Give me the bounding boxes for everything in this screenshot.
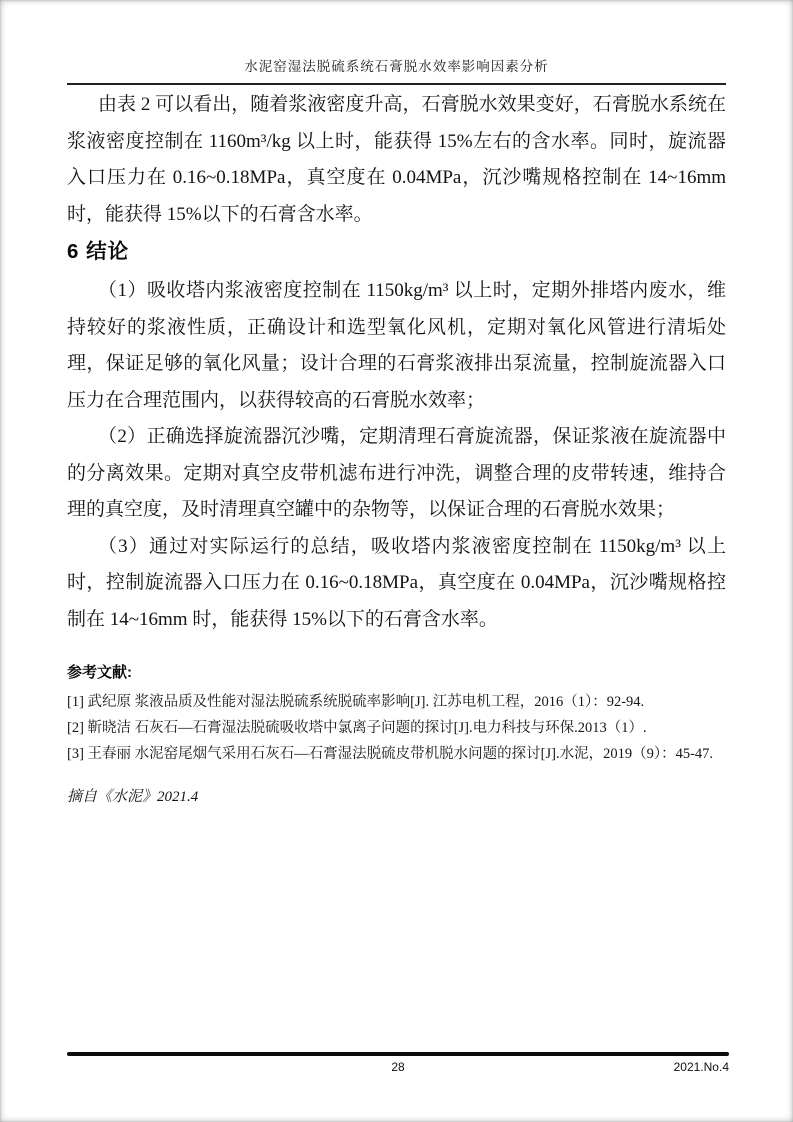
reference-item: [2] 靳晓洁 石灰石—石膏湿法脱硫吸收塔中氯离子问题的探讨[J].电力科技与环保.2013（1）. [67,720,647,736]
document-body [67,87,726,808]
header-rule [67,83,726,85]
section-heading-conclusion: 6 结论 [67,240,130,263]
page-header [67,0,726,85]
reference-item: [3] 王春丽 水泥窑尾烟气采用石灰石—石膏湿法脱硫皮带机脱水问题的探讨[J].水泥，2019（9）：45-47. [67,746,714,762]
conclusion-item-3: （3）通过对实际运行的总结，吸收塔内浆液密度控制在 1150kg/m³ 以上时，控制旋流器入口压力在 0.16~0.18MPa，真空度在 0.04MPa，沉沙嘴规格控制在 14~16mm 时，能获得 15%以下的石膏含水率。 [67,535,726,630]
page-footer [67,1052,729,1075]
footer-row [67,1059,729,1075]
conclusion-item-2: （2）正确选择旋流器沉沙嘴，定期清理石膏旋流器，保证浆液在旋流器中的分离效果。定期对真空皮带机滤布进行冲洗，调整合理的皮带转速，维持合理的真空度，及时清理真空罐中的杂物等，以保证合理的石膏脱水效果； [67,426,726,520]
issue-number: 2021.No.4 [673,1059,729,1074]
paragraph-conclusion-intro: 由表 2 可以看出，随着浆液密度升高，石膏脱水效果变好，石膏脱水系统在浆液密度控制在 1160m³/kg 以上时，能获得 15%左右的含水率。同时，旋流器入口压力在 0.16~0.18MPa，真空度在 0.04MPa，沉沙嘴规格控制在 14~16mm 时，能获得 15%以下的石膏含水率。 [67,94,726,225]
source-note: 摘自《水泥》2021.4 [67,789,199,805]
references-list [67,689,726,767]
running-title: 水泥窑湿法脱硫系统石膏脱水效率影响因素分析 [244,59,549,74]
reference-item: [1] 武纪原 浆液品质及性能对湿法脱硫系统脱硫率影响[J]. 江苏电机工程，2016（1）：92-94. [67,694,645,710]
references-heading: 参考文献: [67,664,132,681]
page-number: 28 [391,1059,405,1074]
footer-rule [67,1052,729,1056]
conclusion-item-1: （1）吸收塔内浆液密度控制在 1150kg/m³ 以上时，定期外排塔内废水，维持较好的浆液性质，正确设计和选型氧化风机，定期对氧化风管进行清垢处理，保证足够的氧化风量；设计合理的石膏浆液排出泵流量，控制旋流器入口压力在合理范围内，以获得较高的石膏脱水效率； [67,280,726,411]
